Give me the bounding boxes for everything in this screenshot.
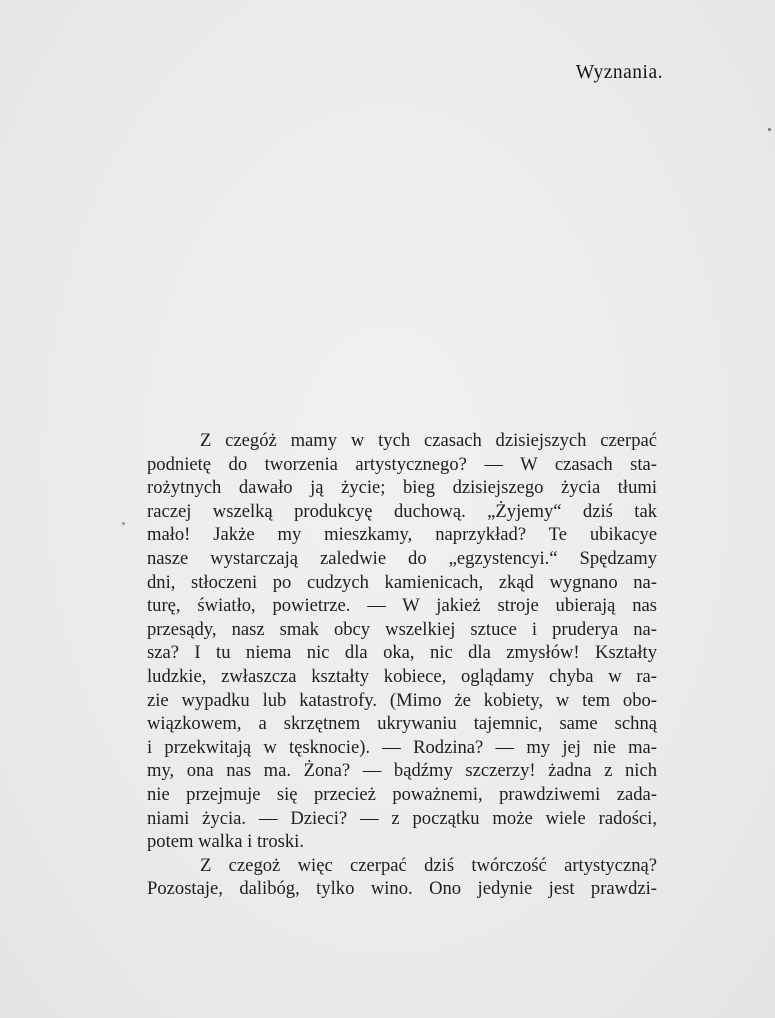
text-line: turę, światło, powietrze. — W jakież stroje ubierają nas xyxy=(147,595,657,617)
text-line: nie przejmuje się przecież poważnemi, prawdziwemi zada- xyxy=(147,783,657,805)
text-line: przesądy, nasz smak obcy wszelkiej sztuce i pruderya na- xyxy=(147,618,657,640)
text-line: Z czegoż więc czerpać dziś twórczość artystyczną? xyxy=(200,854,657,876)
text-line: Z czegóż mamy w tych czasach dzisiejszych czerpać xyxy=(200,430,657,451)
text-line: my, ona nas ma. Żona? — bądźmy szczerzy! żadna z nich xyxy=(147,760,657,782)
text-line: podnietę do tworzenia artystycznego? — W czasach sta- xyxy=(147,453,657,475)
text-line: sza? I tu niema nic dla oka, nic dla zmysłów! Kształty xyxy=(147,642,657,664)
body-text xyxy=(147,429,657,901)
text-line: wiązkowem, a skrzętnem ukrywaniu tajemnic, same schną xyxy=(147,713,657,735)
text-line: ludzkie, zwłaszcza kształty kobiece, oglądamy chyba w ra- xyxy=(147,665,657,687)
text-line: nasze wystarczają zaledwie do „egzystencyi.“ Spędzamy xyxy=(147,547,657,569)
text-line: potem walka i troski. xyxy=(147,831,304,853)
text-line: raczej wszelką produkcyę duchową. „Żyjemy“ dziś tak xyxy=(147,500,657,522)
running-head: Wyznania. xyxy=(575,62,663,83)
text-line: i przekwitają w tęsknocie). — Rodzina? — my jej nie ma- xyxy=(147,736,657,758)
text-line: niami życia. — Dzieci? — z początku może wiele radości, xyxy=(147,807,657,829)
paragraph xyxy=(147,854,657,901)
text-line: rożytnych dawało ją życie; bieg dzisiejszego życia tłumi xyxy=(147,477,657,499)
text-line: zie wypadku lub katastrofy. (Mimo że kobiety, w tem obo- xyxy=(147,689,657,711)
text-line: mało! Jakże my mieszkamy, naprzykład? Te ubikacye xyxy=(147,524,657,546)
paper-speck xyxy=(122,522,125,525)
text-line: dni, stłoczeni po cudzych kamienicach, zkąd wygnano na- xyxy=(147,571,657,593)
paragraph xyxy=(147,429,657,854)
text-line: Pozostaje, dalibóg, tylko wino. Ono jedynie jest prawdzi- xyxy=(147,878,657,900)
paper-speck xyxy=(768,128,771,131)
